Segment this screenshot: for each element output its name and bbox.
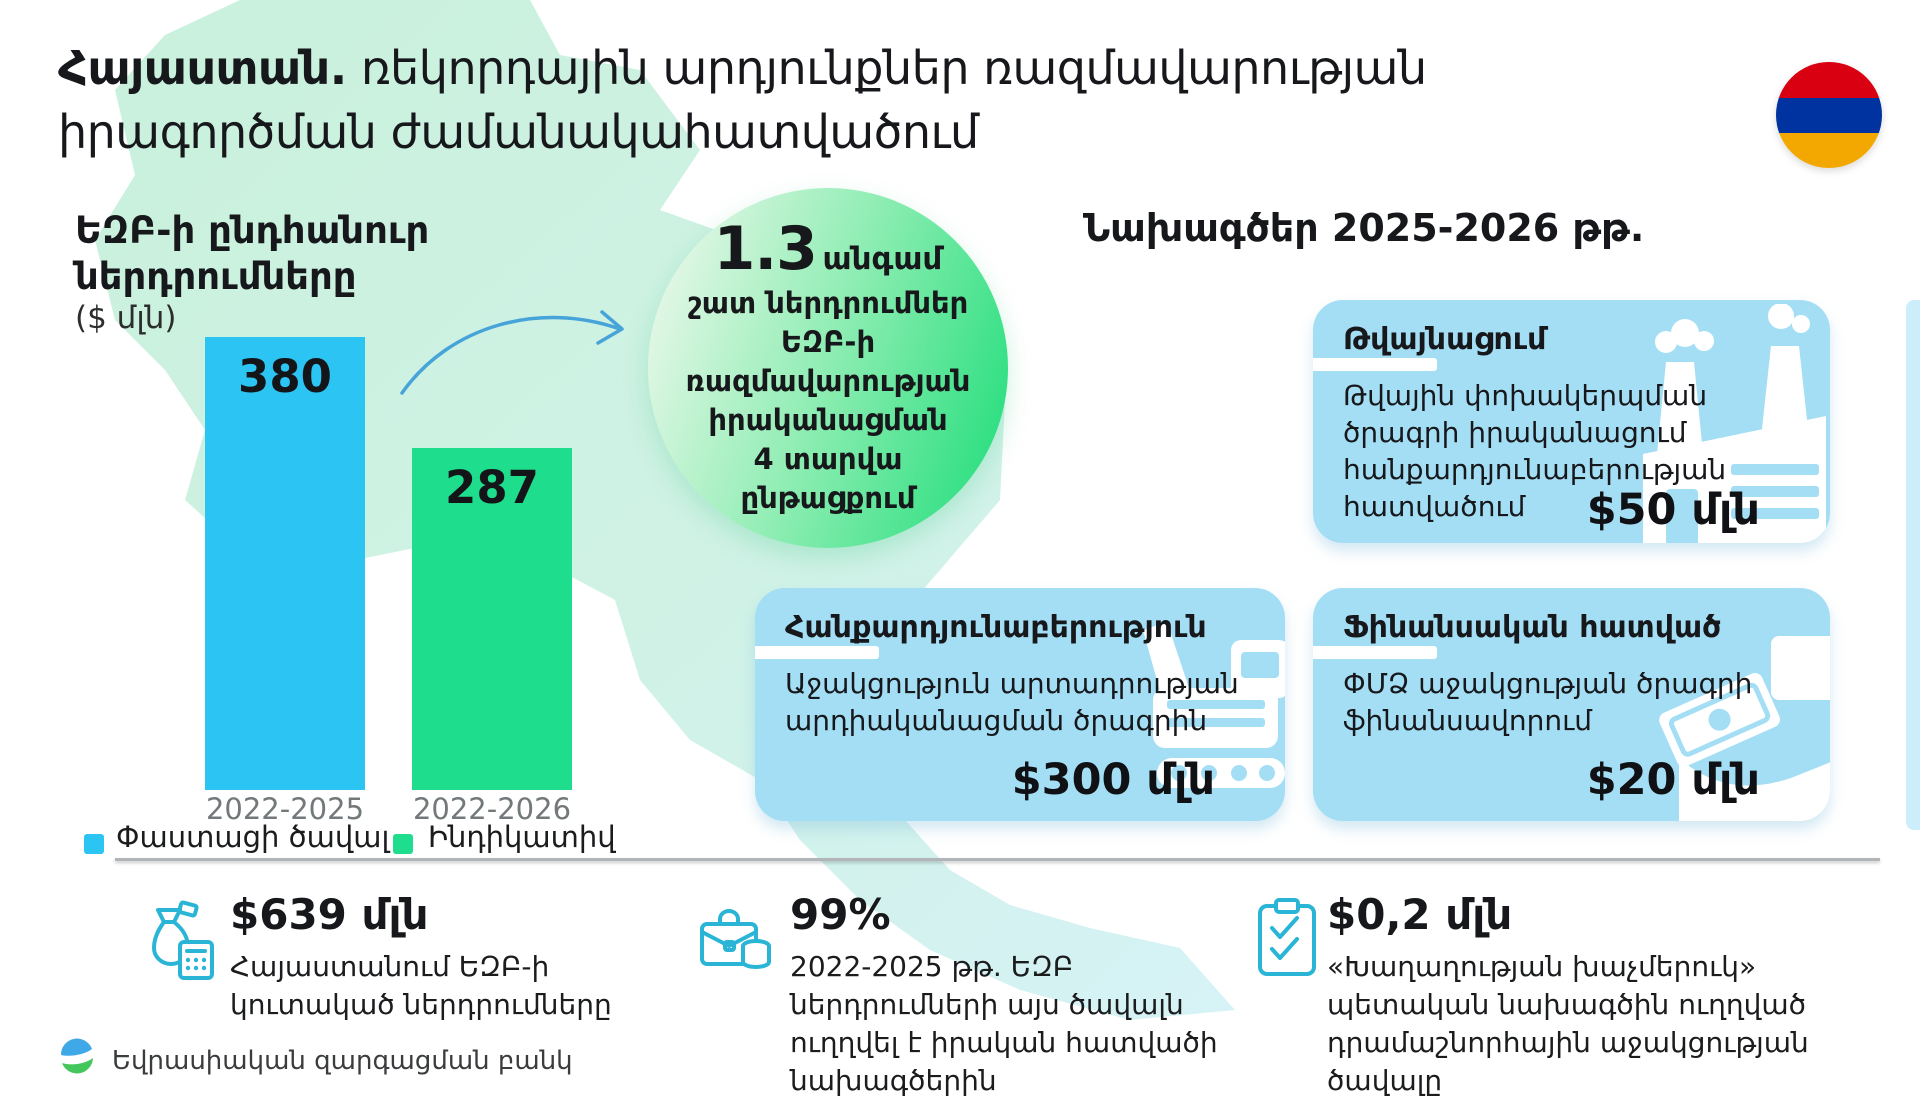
highlight-suffix: անգամ	[822, 241, 943, 277]
page-title-line2: իրագործման ժամանակահատվածում	[58, 105, 979, 159]
card-value: $300 մլն	[1011, 755, 1215, 805]
card-body-line: ծրագրի իրականացում	[1343, 416, 1687, 449]
bar-indicative	[412, 448, 572, 790]
stat-description: «Խաղաղության խաչմերուկ» պետական նախագծին ուղղված դրամաշնորհային աջակցության ծավալը	[1327, 950, 1809, 1097]
card-value: $20 մլն	[1586, 755, 1760, 805]
card-body-line: Աջակցություն արտադրության	[785, 667, 1239, 700]
stat-real-sector-share	[790, 890, 1218, 1100]
project-card-mining	[755, 588, 1285, 821]
stat-description: Հայաստանում ԵԶԲ-ի կուտակած ներդրումները	[230, 950, 612, 1021]
stat-cumulative-investments	[230, 890, 612, 1024]
project-card-finance	[1313, 588, 1830, 821]
stat-value: $639 մլն	[230, 890, 429, 939]
highlight-value: 1.3	[713, 214, 817, 284]
legend-swatch-actual	[84, 834, 104, 854]
chart-title: ԵԶԲ-ի ընդհանուր ներդրումները	[75, 209, 430, 298]
armenia-flag-icon	[1776, 62, 1882, 168]
highlight-value-row	[648, 214, 1008, 284]
card-title: Թվայնացում	[1343, 322, 1547, 357]
legend-label-indicative: Ինդիկատիվ	[428, 820, 616, 854]
highlight-line: 4 տարվա	[753, 442, 903, 476]
stat-value: $0,2 մլն	[1327, 890, 1513, 939]
bar-actual	[205, 337, 365, 790]
card-body-line: ՓՄՁ աջակցության ծրագրի	[1343, 667, 1753, 700]
card-body-line: հատվածում	[1343, 490, 1526, 523]
highlight-line: շատ ներդրումներ	[687, 286, 969, 320]
card-title-underline	[1313, 358, 1437, 371]
highlight-circle	[648, 188, 1008, 548]
money-bag-calculator-icon	[138, 898, 218, 982]
section-divider	[115, 858, 1880, 861]
page-title	[58, 36, 1427, 164]
legend-swatch-indicative	[393, 834, 413, 854]
legend-label-actual: Փաստացի ծավալ	[116, 820, 390, 854]
bar-category-label: 2022-2025	[205, 792, 365, 826]
card-body	[1343, 665, 1830, 739]
card-body-line: Թվային փոխակերպման	[1343, 379, 1708, 412]
card-title-underline	[755, 646, 879, 659]
highlight-line: իրականացման	[708, 403, 948, 437]
briefcase-coins-icon	[696, 902, 776, 978]
chart-unit-label: ($ մլն)	[75, 300, 177, 336]
page-title-rest: ռեկորդային արդյունքներ ռազմավարության	[346, 41, 1427, 95]
right-edge-strip	[1906, 300, 1920, 830]
card-value: $50 մլն	[1586, 485, 1760, 535]
card-title-underline	[1313, 646, 1437, 659]
clipboard-check-icon	[1254, 896, 1320, 980]
highlight-line: ռազմավարության	[685, 364, 971, 398]
project-card-digitalization	[1313, 300, 1830, 543]
stat-description: 2022-2025 թթ. ԵԶԲ ներդրումների այս ծավալն ուղղվել է իրական հատվածի նախագծերին	[790, 950, 1218, 1097]
bar-value-label: 380	[238, 350, 332, 403]
edb-logo-icon	[56, 1036, 98, 1078]
highlight-line: ԵԶԲ-ի	[780, 325, 876, 359]
card-body-line: արդիականացման ծրագրին	[785, 704, 1208, 737]
stat-value: 99%	[790, 890, 891, 939]
growth-arrow-icon	[380, 285, 650, 415]
card-title: Ֆինանսական հատված	[1343, 610, 1722, 645]
projects-heading: Նախագծեր 2025-2026 թթ.	[1083, 206, 1645, 250]
brand-name: Եվրասիական զարգացման բանկ	[112, 1046, 573, 1076]
bar-value-label: 287	[445, 461, 539, 514]
card-body-line: ֆինանսավորում	[1343, 704, 1592, 737]
page-title-bold: Հայաստան.	[58, 41, 347, 95]
highlight-line: ընթացքում	[740, 481, 916, 515]
card-title: Հանքարդյունաբերություն	[785, 610, 1207, 645]
card-body	[785, 665, 1285, 739]
stat-grant-support	[1327, 890, 1809, 1100]
card-body-line: հանքարդյունաբերության	[1343, 453, 1727, 486]
bar-category-label: 2022-2026	[412, 792, 572, 826]
